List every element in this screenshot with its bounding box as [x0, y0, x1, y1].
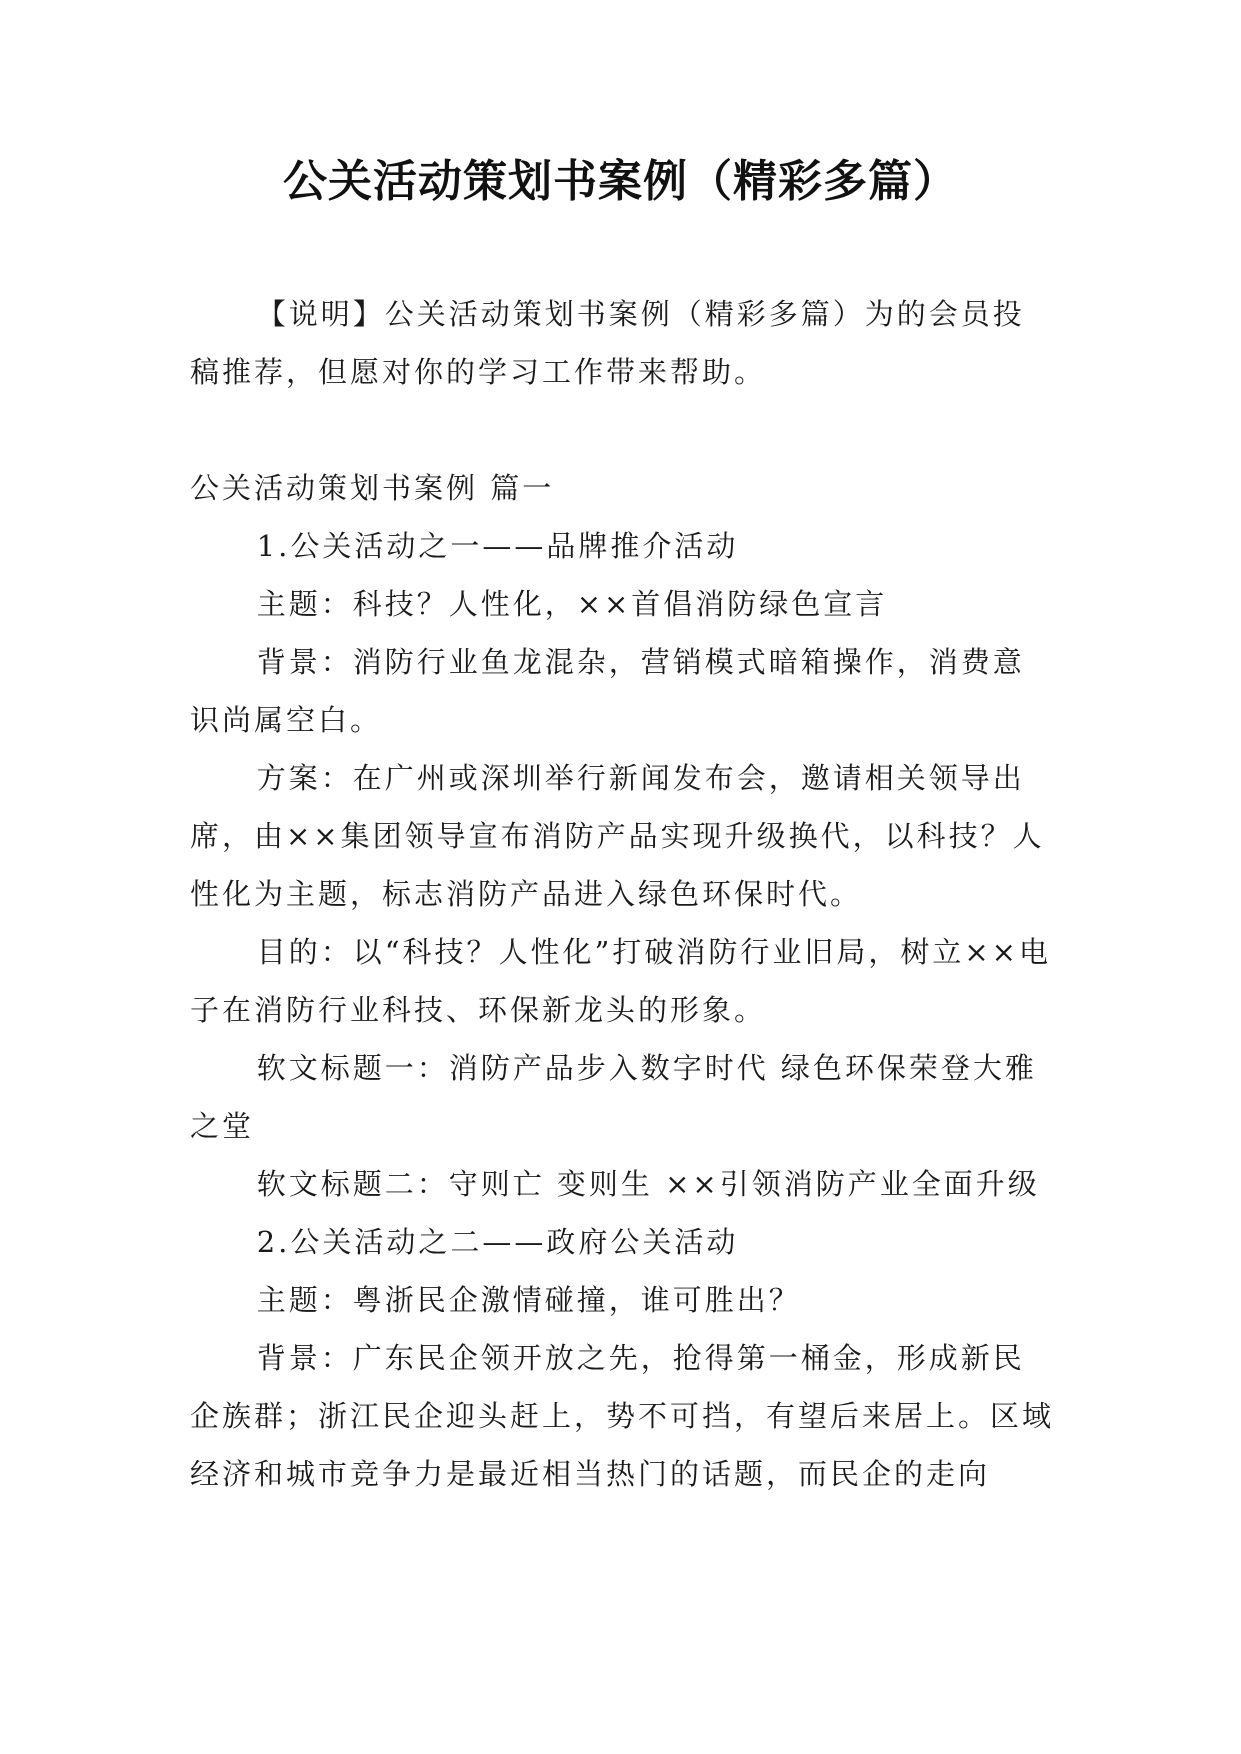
paragraph: 方案：在广州或深圳举行新闻发布会，邀请相关领导出席，由××集团领导宣布消防产品实现升级换代，以科技？人性化为主题，标志消防产品进入绿色环保时代。 — [190, 761, 1045, 911]
document-body — [190, 285, 1056, 1503]
paragraph: 背景：广东民企领开放之先，抢得第一桶金，形成新民企族群；浙江民企迎头赶上，势不可挡，有望后来居上。区域经济和城市竞争力是最近相当热门的话题，而民企的走向 — [190, 1341, 1055, 1491]
intro-paragraph: 【说明】公关活动策划书案例（精彩多篇）为的会员投稿推荐，但愿对你的学习工作带来帮助。 — [190, 297, 1025, 389]
paragraph: 主题：科技？人性化，××首倡消防绿色宣言 — [256, 587, 888, 621]
paragraph: 目的：以“科技？人性化”打破消防行业旧局，树立××电子在消防行业科技、环保新龙头的形象。 — [190, 935, 1051, 1027]
paragraph: 主题：粤浙民企激情碰撞，谁可胜出？ — [256, 1283, 801, 1317]
paragraph: 1.公关活动之一——品牌推介活动 — [256, 529, 739, 563]
paragraph: 软文标题一：消防产品步入数字时代 绿色环保荣登大雅之堂 — [190, 1051, 1037, 1143]
document-title: 公关活动策划书案例（精彩多篇） — [283, 156, 958, 207]
section-heading: 公关活动策划书案例 篇一 — [190, 471, 555, 505]
paragraph: 2.公关活动之二——政府公关活动 — [256, 1225, 739, 1259]
paragraph: 软文标题二：守则亡 变则生 ××引领消防产业全面升级 — [256, 1167, 1040, 1201]
paragraph: 背景：消防行业鱼龙混杂，营销模式暗箱操作，消费意识尚属空白。 — [190, 645, 1025, 737]
